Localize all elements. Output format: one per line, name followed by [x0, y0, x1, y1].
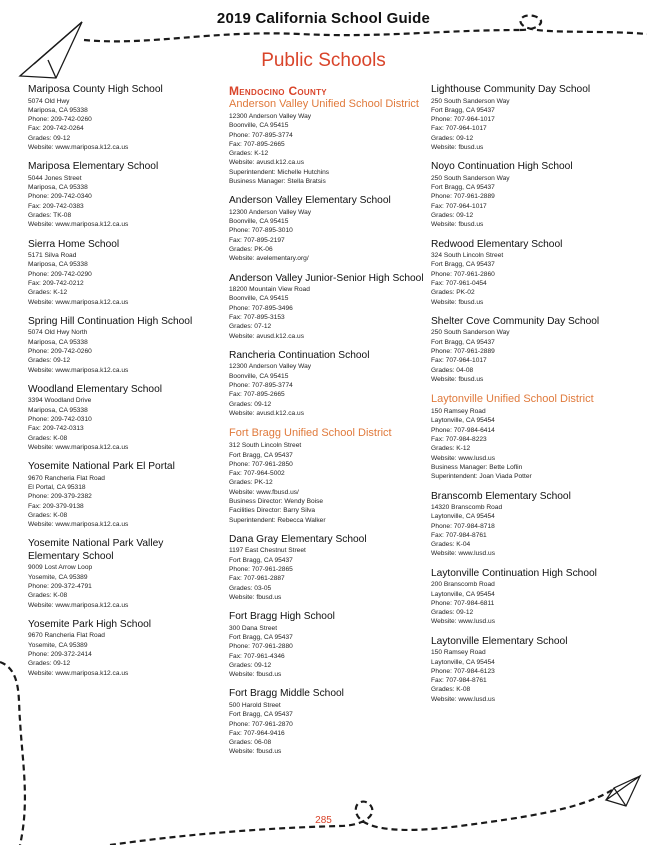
phone-line: Phone: 707-961-2850 — [229, 460, 293, 468]
school-name: Laytonville Continuation High School — [431, 567, 597, 579]
district-listing — [431, 407, 636, 481]
phone-line: Phone: 707-984-6811 — [431, 599, 495, 607]
district-heading: Anderson Valley Unified School District — [229, 98, 419, 110]
school-name: Rancheria Continuation School — [229, 349, 370, 361]
fax-line: Fax: 707-984-8761 — [431, 531, 487, 539]
city-line: Fort Bragg, CA 95437 — [431, 338, 495, 346]
address-line: 9670 Rancheria Flat Road — [28, 474, 105, 482]
school-listing — [229, 534, 434, 602]
phone-line: Phone: 209-379-2382 — [28, 493, 92, 501]
school-name: Mariposa Elementary School — [28, 161, 159, 173]
website-line: Website: fbusd.us — [431, 375, 484, 383]
city-line: Laytonville, CA 95454 — [431, 513, 495, 521]
grades-line: Grades: K-12 — [431, 445, 471, 453]
website-line: Website: www.lusd.us — [431, 550, 496, 558]
phone-line: Phone: 707-964-1017 — [431, 116, 495, 124]
website-line: Website: www.mariposa.k12.ca.us — [28, 601, 129, 609]
school-listing — [28, 461, 233, 529]
grades-line: Grades: K-12 — [229, 150, 269, 158]
address-line: 5074 Old Hwy North — [28, 329, 88, 337]
grades-line: Grades: 09-12 — [431, 134, 474, 142]
column-2 — [229, 84, 434, 766]
address-line: 12300 Anderson Valley Way — [229, 113, 312, 120]
fax-line: Fax: 707-961-0454 — [431, 279, 487, 287]
address-line: 500 Harold Street — [229, 701, 281, 709]
fax-line: Fax: 707-964-1017 — [431, 357, 487, 365]
website-line: Website: www.mariposa.k12.ca.us — [28, 143, 129, 151]
city-line: Laytonville, CA 95454 — [431, 417, 495, 425]
phone-line: Phone: 707-895-3496 — [229, 304, 293, 312]
city-line: Yosemite, CA 95389 — [28, 573, 88, 581]
city-line: Fort Bragg, CA 95437 — [229, 556, 293, 564]
school-listing — [28, 316, 233, 375]
fax-line: Fax: 707-964-5002 — [229, 470, 285, 478]
school-name: Anderson Valley Junior-Senior High School — [229, 272, 424, 284]
grades-line: Grades: 03-05 — [229, 584, 272, 592]
city-line: Fort Bragg, CA 95437 — [431, 184, 495, 192]
school-name: Redwood Elementary School — [431, 238, 563, 250]
school-name: Yosemite Park High School — [28, 618, 152, 630]
phone-line: Phone: 707-961-2889 — [431, 193, 495, 201]
website-line: Website: avusd.k12.ca.us — [229, 159, 305, 167]
district-listing — [229, 441, 434, 525]
grades-line: Grades: PK-06 — [229, 246, 273, 254]
fax-line: Fax: 707-961-4346 — [229, 652, 285, 660]
address-line: 14320 Branscomb Road — [431, 504, 503, 511]
phone-line: Phone: 707-984-6123 — [431, 667, 495, 675]
city-line: Mariposa, CA 95338 — [28, 261, 88, 269]
business-manager-line: Business Manager: Bette Loflin — [431, 463, 523, 471]
city-line: Fort Bragg, CA 95437 — [229, 633, 293, 641]
website-line: Website: www.mariposa.k12.ca.us — [28, 669, 129, 677]
grades-line: Grades: 09-12 — [28, 134, 71, 142]
phone-line: Phone: 707-895-3774 — [229, 131, 293, 139]
phone-line: Phone: 209-742-0340 — [28, 193, 92, 201]
school-name: Lighthouse Community Day School — [431, 84, 591, 95]
city-line: Laytonville, CA 95454 — [431, 658, 495, 666]
phone-line: Phone: 209-742-0310 — [28, 415, 92, 423]
phone-line: Phone: 209-742-0260 — [28, 347, 92, 355]
fax-line: Fax: 707-984-8223 — [431, 436, 487, 444]
city-line: Fort Bragg, CA 95437 — [229, 711, 293, 719]
website-line: Website: www.lusd.us — [431, 454, 496, 462]
address-line: 9670 Rancheria Flat Road — [28, 632, 105, 640]
website-line: Website: fbusd.us — [431, 143, 484, 151]
school-listing — [229, 273, 434, 341]
phone-line: Phone: 707-961-2860 — [431, 270, 495, 278]
phone-line: Phone: 209-742-0290 — [28, 270, 92, 278]
city-line: Mariposa, CA 95338 — [28, 338, 88, 346]
city-line: Mariposa, CA 95338 — [28, 106, 88, 114]
city-line: Boonville, CA 95415 — [229, 372, 289, 380]
school-listing — [431, 161, 636, 229]
school-name: Sierra Home School — [28, 238, 120, 250]
address-line: 324 South Lincoln Street — [431, 252, 504, 260]
fax-line: Fax: 209-742-0313 — [28, 425, 84, 433]
address-line: 1197 East Chestnut Street — [229, 547, 306, 555]
grades-line: Grades: 07-12 — [229, 323, 272, 331]
website-line: Website: avusd.k12.ca.us — [229, 409, 305, 417]
grades-line: Grades: PK-12 — [229, 479, 273, 487]
grades-line: Grades: 09-12 — [229, 400, 272, 408]
school-name: Fort Bragg High School — [229, 611, 335, 623]
district-listing — [229, 112, 434, 186]
phone-line: Phone: 707-895-3010 — [229, 227, 293, 235]
address-line: 18200 Mountain View Road — [229, 286, 310, 294]
section-title: Public Schools — [261, 50, 386, 71]
school-name: Yosemite National Park Valley — [28, 538, 164, 550]
school-name: Dana Gray Elementary School — [229, 533, 367, 545]
address-line: 9009 Lost Arrow Loop — [28, 564, 93, 572]
grades-line: Grades: PK-02 — [431, 289, 475, 297]
fax-line: Fax: 209-742-0212 — [28, 279, 84, 287]
school-listing — [431, 316, 636, 384]
city-line: Fort Bragg, CA 95437 — [431, 261, 495, 269]
grades-line: Grades: K-08 — [431, 686, 471, 694]
school-name: Laytonville Elementary School — [431, 635, 568, 647]
phone-line: Phone: 707-961-2880 — [229, 643, 293, 651]
phone-line: Phone: 707-961-2870 — [229, 720, 293, 728]
website-line: Website: www.mariposa.k12.ca.us — [28, 366, 129, 374]
city-line: El Portal, CA 95318 — [28, 483, 86, 491]
phone-line: Phone: 707-895-3774 — [229, 382, 293, 390]
grades-line: Grades: K-08 — [28, 434, 68, 442]
city-line: Boonville, CA 95415 — [229, 295, 289, 303]
phone-line: Phone: 209-372-4791 — [28, 582, 92, 590]
column-3 — [431, 84, 636, 713]
school-listing — [28, 84, 233, 152]
superintendent-line: Superintendent: Michelle Hutchins — [229, 168, 330, 176]
fax-line: Fax: 707-961-2887 — [229, 575, 285, 583]
city-line: Laytonville, CA 95454 — [431, 590, 495, 598]
top-dashed-path — [84, 30, 520, 41]
website-line: Website: www.mariposa.k12.ca.us — [28, 521, 129, 529]
paper-plane-small-icon — [606, 776, 640, 806]
school-listing — [28, 538, 233, 609]
column-1 — [28, 84, 233, 687]
website-line: Website: www.mariposa.k12.ca.us — [28, 298, 129, 306]
school-listing — [431, 239, 636, 307]
school-name: Spring Hill Continuation High School — [28, 315, 193, 327]
grades-line: Grades: TK-08 — [28, 211, 72, 219]
address-line: 150 Ramsey Road — [431, 649, 486, 657]
school-listing — [431, 84, 636, 152]
school-listing — [28, 384, 233, 452]
website-line: Website: www.fbusd.us/ — [229, 488, 299, 496]
city-line: Yosemite, CA 95389 — [28, 641, 88, 649]
grades-line: Grades: K-08 — [28, 592, 68, 600]
district-heading: Fort Bragg Unified School District — [229, 427, 392, 440]
fax-line: Fax: 707-984-8761 — [431, 677, 487, 685]
grades-line: Grades: 09-12 — [229, 661, 272, 669]
address-line: 5044 Jones Street — [28, 174, 82, 182]
fax-line: Fax: 209-742-0383 — [28, 202, 84, 210]
phone-line: Phone: 707-984-8718 — [431, 522, 495, 530]
grades-line: Grades: K-12 — [28, 289, 68, 297]
city-line: Boonville, CA 95415 — [229, 218, 289, 226]
address-line: 200 Branscomb Road — [431, 581, 495, 589]
city-line: Mariposa, CA 95338 — [28, 406, 88, 414]
school-name: Noyo Continuation High School — [431, 161, 573, 173]
fax-line: Fax: 707-895-2665 — [229, 140, 285, 148]
grades-line: Grades: 09-12 — [431, 609, 474, 617]
address-line: 150 Ramsey Road — [431, 408, 486, 416]
address-line: 3394 Woodland Drive — [28, 397, 92, 405]
grades-line: Grades: 06-08 — [229, 739, 272, 747]
school-name: Branscomb Elementary School — [431, 490, 571, 502]
website-line: Website: www.lusd.us — [431, 695, 496, 703]
school-listing — [229, 195, 434, 263]
school-listing — [28, 161, 233, 229]
website-line: Website: fbusd.us — [431, 221, 484, 229]
superintendent-line: Superintendent: Joan Viada Potter — [431, 473, 532, 481]
website-line: Website: www.lusd.us — [431, 618, 496, 626]
address-line: 12300 Anderson Valley Way — [229, 208, 312, 216]
address-line: 300 Dana Street — [229, 624, 278, 632]
website-line: Website: avusd.k12.ca.us — [229, 332, 305, 340]
website-line: Website: avelementary.org/ — [229, 255, 309, 263]
fax-line: Fax: 707-895-2665 — [229, 391, 285, 399]
phone-line: Phone: 707-984-6414 — [431, 426, 495, 434]
business-manager-line: Business Manager: Stella Bratsis — [229, 178, 326, 186]
superintendent-line: Superintendent: Rebecca Walker — [229, 516, 326, 524]
guide-title: 2019 California School Guide — [216, 10, 431, 27]
school-listing — [28, 239, 233, 307]
phone-line: Phone: 707-961-2865 — [229, 565, 293, 573]
city-line: Fort Bragg, CA 95437 — [229, 451, 293, 459]
fax-line: Fax: 707-895-3153 — [229, 314, 285, 322]
website-line: Website: fbusd.us — [229, 671, 282, 679]
business-director-line: Business Director: Wendy Boise — [229, 498, 324, 505]
fax-line: Fax: 707-964-1017 — [431, 202, 487, 210]
city-line: Mariposa, CA 95338 — [28, 184, 88, 192]
grades-line: Grades: 09-12 — [431, 211, 474, 219]
fax-line: Fax: 209-742-0264 — [28, 125, 84, 133]
grades-line: Grades: 04-08 — [431, 366, 474, 374]
district-heading: Laytonville Unified School District — [431, 393, 594, 406]
county-heading: Mendocino County — [229, 84, 327, 98]
grades-line: Grades: K-08 — [28, 511, 68, 519]
school-listing — [229, 611, 434, 679]
school-listing — [28, 619, 233, 678]
address-line: 5074 Old Hwy — [28, 97, 70, 105]
address-line: 250 South Sanderson Way — [431, 97, 510, 105]
school-listing — [431, 568, 636, 627]
grades-line: Grades: K-04 — [431, 541, 471, 549]
grades-line: Grades: 09-12 — [28, 660, 71, 668]
address-line: 12300 Anderson Valley Way — [229, 363, 312, 371]
school-listing — [431, 491, 636, 559]
school-name: Mariposa County High School — [28, 84, 163, 95]
fax-line: Fax: 707-895-2197 — [229, 236, 285, 244]
phone-line: Phone: 707-961-2889 — [431, 347, 495, 355]
fax-line: Fax: 209-379-9138 — [28, 502, 84, 510]
fax-line: Fax: 707-964-9416 — [229, 729, 285, 737]
school-listing — [229, 688, 434, 756]
website-line: Website: www.mariposa.k12.ca.us — [28, 221, 129, 229]
school-name: Anderson Valley Elementary School — [229, 195, 391, 207]
school-name-continued: Elementary School — [28, 550, 114, 562]
website-line: Website: fbusd.us — [229, 593, 282, 601]
school-name: Yosemite National Park El Portal — [28, 461, 175, 473]
school-name: Woodland Elementary School — [28, 383, 163, 395]
school-listing — [431, 636, 636, 704]
school-name: Shelter Cove Community Day School — [431, 315, 600, 327]
page-number: 285 — [315, 815, 332, 826]
school-name: Fort Bragg Middle School — [229, 688, 344, 700]
phone-line: Phone: 209-372-2414 — [28, 650, 92, 658]
address-line: 250 South Sanderson Way — [431, 174, 510, 182]
website-line: Website: fbusd.us — [229, 748, 282, 756]
fax-line: Fax: 707-964-1017 — [431, 125, 487, 133]
phone-line: Phone: 209-742-0260 — [28, 116, 92, 124]
school-listing — [229, 350, 434, 418]
address-line: 5171 Silva Road — [28, 252, 77, 260]
facilities-director-line: Facilities Director: Barry Silva — [229, 507, 316, 515]
grades-line: Grades: 09-12 — [28, 357, 71, 365]
city-line: Fort Bragg, CA 95437 — [431, 106, 495, 114]
city-line: Boonville, CA 95415 — [229, 122, 289, 130]
website-line: Website: fbusd.us — [431, 298, 484, 306]
address-line: 312 South Lincoln Street — [229, 442, 302, 450]
address-line: 250 South Sanderson Way — [431, 329, 510, 337]
website-line: Website: www.mariposa.k12.ca.us — [28, 443, 129, 451]
